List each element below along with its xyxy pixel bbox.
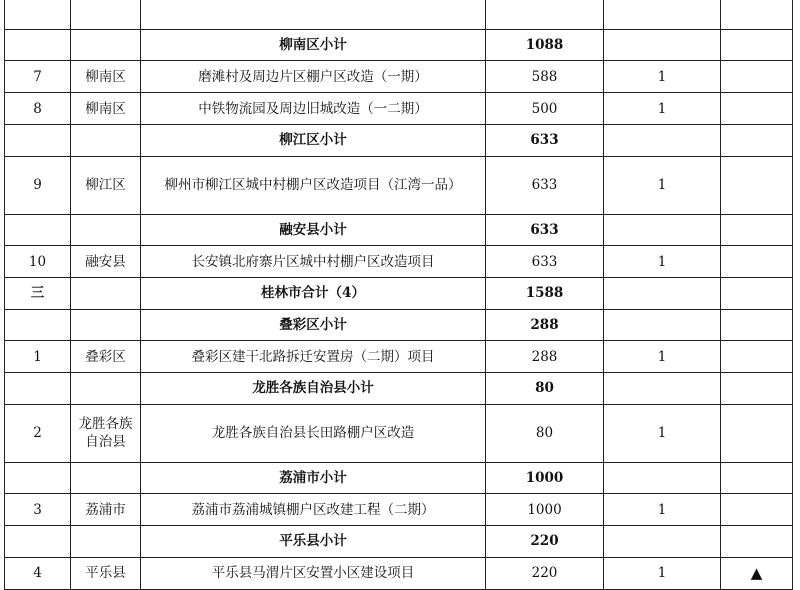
row-number-cell <box>5 526 71 558</box>
project-name-cell: 荔浦市小计 <box>141 462 486 494</box>
subtotal-row <box>5 214 793 246</box>
project-name-cell <box>141 0 486 29</box>
project-name-cell: 磨滩村及周边片区棚户区改造（一期） <box>141 61 486 93</box>
flag-cell <box>721 125 793 157</box>
county-cell: 荔浦市 <box>71 494 141 526</box>
households-cell: 633 <box>486 246 604 278</box>
households-cell: 288 <box>486 341 604 373</box>
county-cell <box>71 214 141 246</box>
housing-project-table <box>4 0 793 590</box>
county-cell <box>71 125 141 157</box>
project-name-cell: 中铁物流园及周边旧城改造（一二期） <box>141 93 486 125</box>
project-name-cell: 叠彩区建干北路拆迁安置房（二期）项目 <box>141 341 486 373</box>
households-cell: 1588 <box>486 278 604 310</box>
subtotal-row <box>5 373 793 405</box>
project-count-cell <box>604 462 721 494</box>
project-name-cell: 柳南区小计 <box>141 29 486 61</box>
households-cell: 633 <box>486 125 604 157</box>
project-count-cell: 1 <box>604 404 721 462</box>
county-cell: 柳南区 <box>71 93 141 125</box>
flag-cell <box>721 214 793 246</box>
project-name-cell: 叠彩区小计 <box>141 309 486 341</box>
project-count-cell <box>604 0 721 29</box>
flag-cell <box>721 462 793 494</box>
flag-cell <box>721 494 793 526</box>
row-number-cell: 1 <box>5 341 71 373</box>
county-cell: 平乐县 <box>71 557 141 589</box>
households-cell: 288 <box>486 309 604 341</box>
subtotal-row <box>5 278 793 310</box>
project-name-cell: 龙胜各族自治县长田路棚户区改造 <box>141 404 486 462</box>
flag-cell <box>721 93 793 125</box>
subtotal-row <box>5 309 793 341</box>
table-row <box>5 156 793 214</box>
county-cell: 融安县 <box>71 246 141 278</box>
flag-cell <box>721 341 793 373</box>
row-number-cell: 10 <box>5 246 71 278</box>
flag-cell <box>721 278 793 310</box>
project-count-cell: 1 <box>604 93 721 125</box>
row-number-cell: 4 <box>5 557 71 589</box>
project-name-cell: 平乐县小计 <box>141 526 486 558</box>
county-cell <box>71 0 141 29</box>
row-number-cell <box>5 309 71 341</box>
households-cell: 633 <box>486 156 604 214</box>
project-name-cell: 柳江区小计 <box>141 125 486 157</box>
flag-cell <box>721 156 793 214</box>
flag-cell <box>721 0 793 29</box>
project-count-cell: 1 <box>604 61 721 93</box>
households-cell: 80 <box>486 373 604 405</box>
project-name-cell: 柳州市柳江区城中村棚户区改造项目（江湾一品） <box>141 156 486 214</box>
households-cell: 80 <box>486 404 604 462</box>
table-row <box>5 246 793 278</box>
households-cell: 1000 <box>486 462 604 494</box>
county-cell <box>71 462 141 494</box>
table-row <box>5 404 793 462</box>
county-cell: 柳江区 <box>71 156 141 214</box>
project-name-cell: 平乐县马渭片区安置小区建设项目 <box>141 557 486 589</box>
project-count-cell <box>604 309 721 341</box>
row-number-cell <box>5 214 71 246</box>
row-number-cell <box>5 462 71 494</box>
project-name-cell: 桂林市合计（4） <box>141 278 486 310</box>
row-number-cell: 8 <box>5 93 71 125</box>
households-cell <box>486 0 604 29</box>
project-count-cell: 1 <box>604 341 721 373</box>
project-count-cell <box>604 125 721 157</box>
project-name-cell: 长安镇北府寨片区城中村棚户区改造项目 <box>141 246 486 278</box>
flag-cell <box>721 373 793 405</box>
table-row <box>5 557 793 589</box>
table-row <box>5 93 793 125</box>
table-row <box>5 61 793 93</box>
county-cell <box>71 309 141 341</box>
project-name-cell: 荔浦市荔浦城镇棚户区改建工程（二期） <box>141 494 486 526</box>
project-name-cell: 融安县小计 <box>141 214 486 246</box>
table-body <box>5 0 793 589</box>
flag-cell <box>721 404 793 462</box>
flag-cell <box>721 246 793 278</box>
project-name-cell: 龙胜各族自治县小计 <box>141 373 486 405</box>
households-cell: 1088 <box>486 29 604 61</box>
flag-cell <box>721 526 793 558</box>
project-count-cell: 1 <box>604 156 721 214</box>
project-count-cell <box>604 278 721 310</box>
subtotal-row <box>5 462 793 494</box>
county-cell <box>71 373 141 405</box>
subtotal-row <box>5 125 793 157</box>
flag-cell <box>721 29 793 61</box>
row-number-cell: 3 <box>5 494 71 526</box>
households-cell: 588 <box>486 61 604 93</box>
households-cell: 220 <box>486 526 604 558</box>
project-count-cell: 1 <box>604 557 721 589</box>
county-cell: 龙胜各族自治县 <box>71 404 141 462</box>
row-number-cell: 2 <box>5 404 71 462</box>
households-cell: 500 <box>486 93 604 125</box>
row-number-cell: 7 <box>5 61 71 93</box>
project-count-cell: 1 <box>604 246 721 278</box>
project-count-cell: 1 <box>604 494 721 526</box>
county-cell <box>71 526 141 558</box>
county-cell <box>71 29 141 61</box>
project-count-cell <box>604 29 721 61</box>
households-cell: 1000 <box>486 494 604 526</box>
project-count-cell <box>604 214 721 246</box>
table-row <box>5 494 793 526</box>
row-number-cell <box>5 29 71 61</box>
county-cell: 叠彩区 <box>71 341 141 373</box>
county-cell: 柳南区 <box>71 61 141 93</box>
row-number-cell <box>5 125 71 157</box>
project-count-cell <box>604 373 721 405</box>
subtotal-row <box>5 526 793 558</box>
households-cell: 220 <box>486 557 604 589</box>
county-cell <box>71 278 141 310</box>
row-number-cell <box>5 0 71 29</box>
households-cell: 633 <box>486 214 604 246</box>
subtotal-row <box>5 29 793 61</box>
row-number-cell: 9 <box>5 156 71 214</box>
row-number-cell: 三 <box>5 278 71 310</box>
subtotal-row <box>5 0 793 29</box>
table-row <box>5 341 793 373</box>
flag-cell: ▲ <box>721 557 793 589</box>
row-number-cell <box>5 373 71 405</box>
flag-cell <box>721 309 793 341</box>
flag-cell <box>721 61 793 93</box>
project-count-cell <box>604 526 721 558</box>
